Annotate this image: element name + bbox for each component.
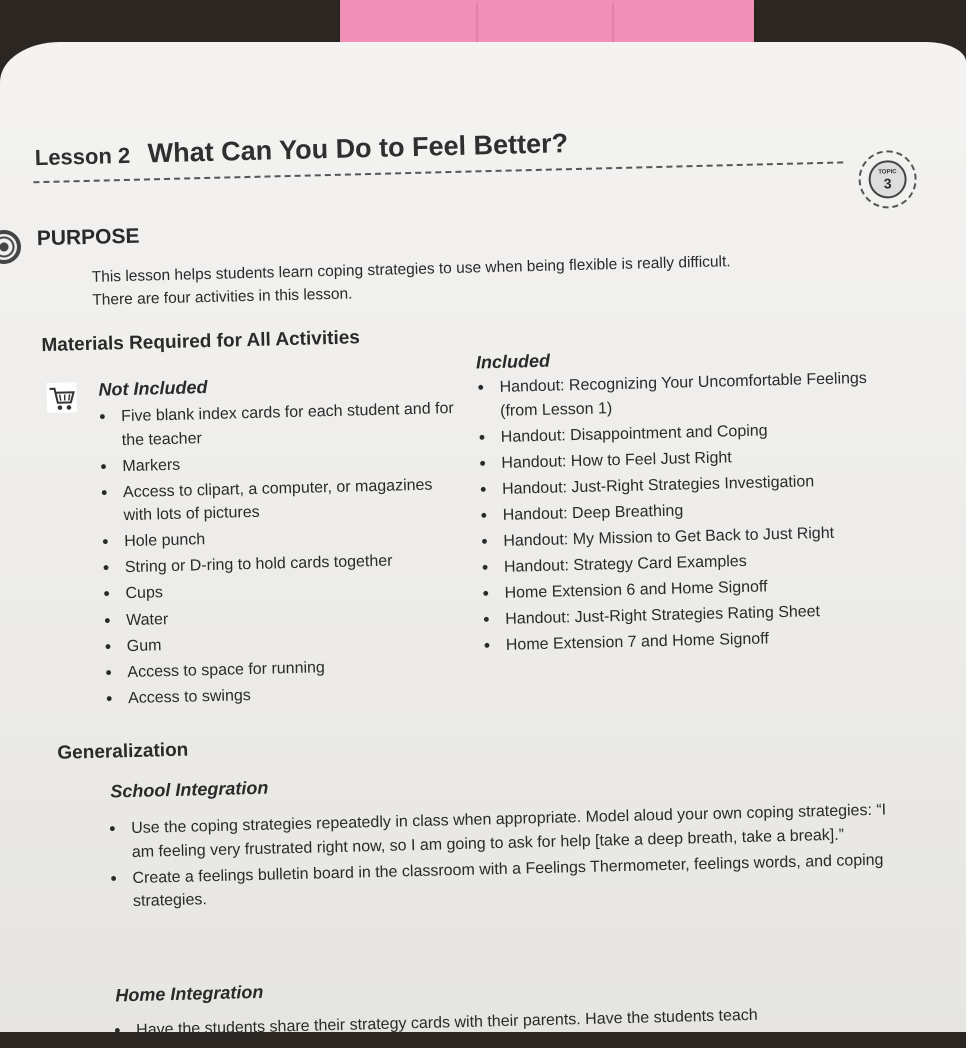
not-included-heading: Not Included	[98, 377, 207, 401]
list-item: • Water	[100, 600, 460, 632]
lesson-number: Lesson 2	[35, 143, 131, 170]
list-item: • Access to space for running	[101, 653, 461, 685]
included-list	[473, 366, 910, 661]
not-included-list	[95, 397, 462, 714]
list-item: • Home Extension 6 and Home Signoff	[478, 572, 908, 606]
home-integration-list	[110, 1000, 910, 1046]
list-item: • Access to swings	[102, 679, 462, 711]
purpose-line: There are four activities in this lesson.	[92, 270, 882, 312]
lesson-heading: What Can You Do to Feel Better?	[147, 128, 568, 168]
topic-badge-inner	[868, 160, 907, 199]
school-integration-list	[105, 798, 907, 917]
purpose-text	[91, 247, 882, 312]
list-item: • Five blank index cards for each student and for the teacher	[95, 397, 456, 453]
list-item: • Markers	[96, 447, 456, 479]
home-integration-heading: Home Integration	[115, 982, 263, 1007]
list-item: • Access to clipart, a computer, or magazines with lots of pictures	[97, 473, 458, 529]
list-item: • Hole punch	[98, 522, 458, 554]
list-item: • Handout: Just-Right Strategies Investigation	[476, 468, 906, 502]
included-heading: Included	[476, 351, 551, 374]
shopping-cart-icon	[46, 382, 77, 413]
list-item: • Handout: Deep Breathing	[476, 494, 906, 528]
list-item: • Handout: My Mission to Get Back to Just Right	[477, 520, 907, 554]
list-item: • Have the students share their strategy cards with their parents. Have the students teach	[110, 1000, 910, 1043]
purpose-line: This lesson helps students learn coping strategies to use when being flexible is really difficult.	[91, 247, 881, 289]
list-item: • Handout: Recognizing Your Uncomfortable Feelings (from Lesson 1)	[473, 366, 904, 423]
page-content	[0, 18, 966, 1031]
generalization-heading: Generalization	[57, 740, 188, 765]
list-item: • Handout: How to Feel Just Right	[475, 442, 905, 476]
list-item: • Cups	[99, 574, 459, 606]
list-item: • String or D-ring to hold cards together	[99, 548, 459, 580]
topic-number: 3	[884, 176, 892, 190]
list-item: • Handout: Disappointment and Coping	[475, 416, 905, 450]
book-page	[0, 42, 966, 1032]
school-integration-heading: School Integration	[110, 778, 268, 803]
purpose-heading: PURPOSE	[37, 225, 140, 252]
list-item: • Use the coping strategies repeatedly in class when appropriate. Model aloud your own coping strategies: “I am feeling very frustrated right now, so I am going to ask for help [take a deep breath, take a break].”	[105, 798, 906, 865]
lesson-title	[34, 128, 568, 172]
target-icon	[0, 230, 21, 265]
list-item: • Handout: Just-Right Strategies Rating Sheet	[479, 598, 909, 632]
topic-label: TOPIC	[878, 169, 896, 176]
topic-badge	[858, 150, 917, 209]
list-item: • Create a feelings bulletin board in the classroom with a Feelings Thermometer, feelings words, and coping strategies.	[106, 848, 907, 915]
materials-heading: Materials Required for All Activities	[41, 327, 360, 357]
list-item: • Handout: Strategy Card Examples	[478, 546, 908, 580]
list-item: • Gum	[101, 627, 461, 659]
list-item: • Home Extension 7 and Home Signoff	[480, 624, 910, 658]
